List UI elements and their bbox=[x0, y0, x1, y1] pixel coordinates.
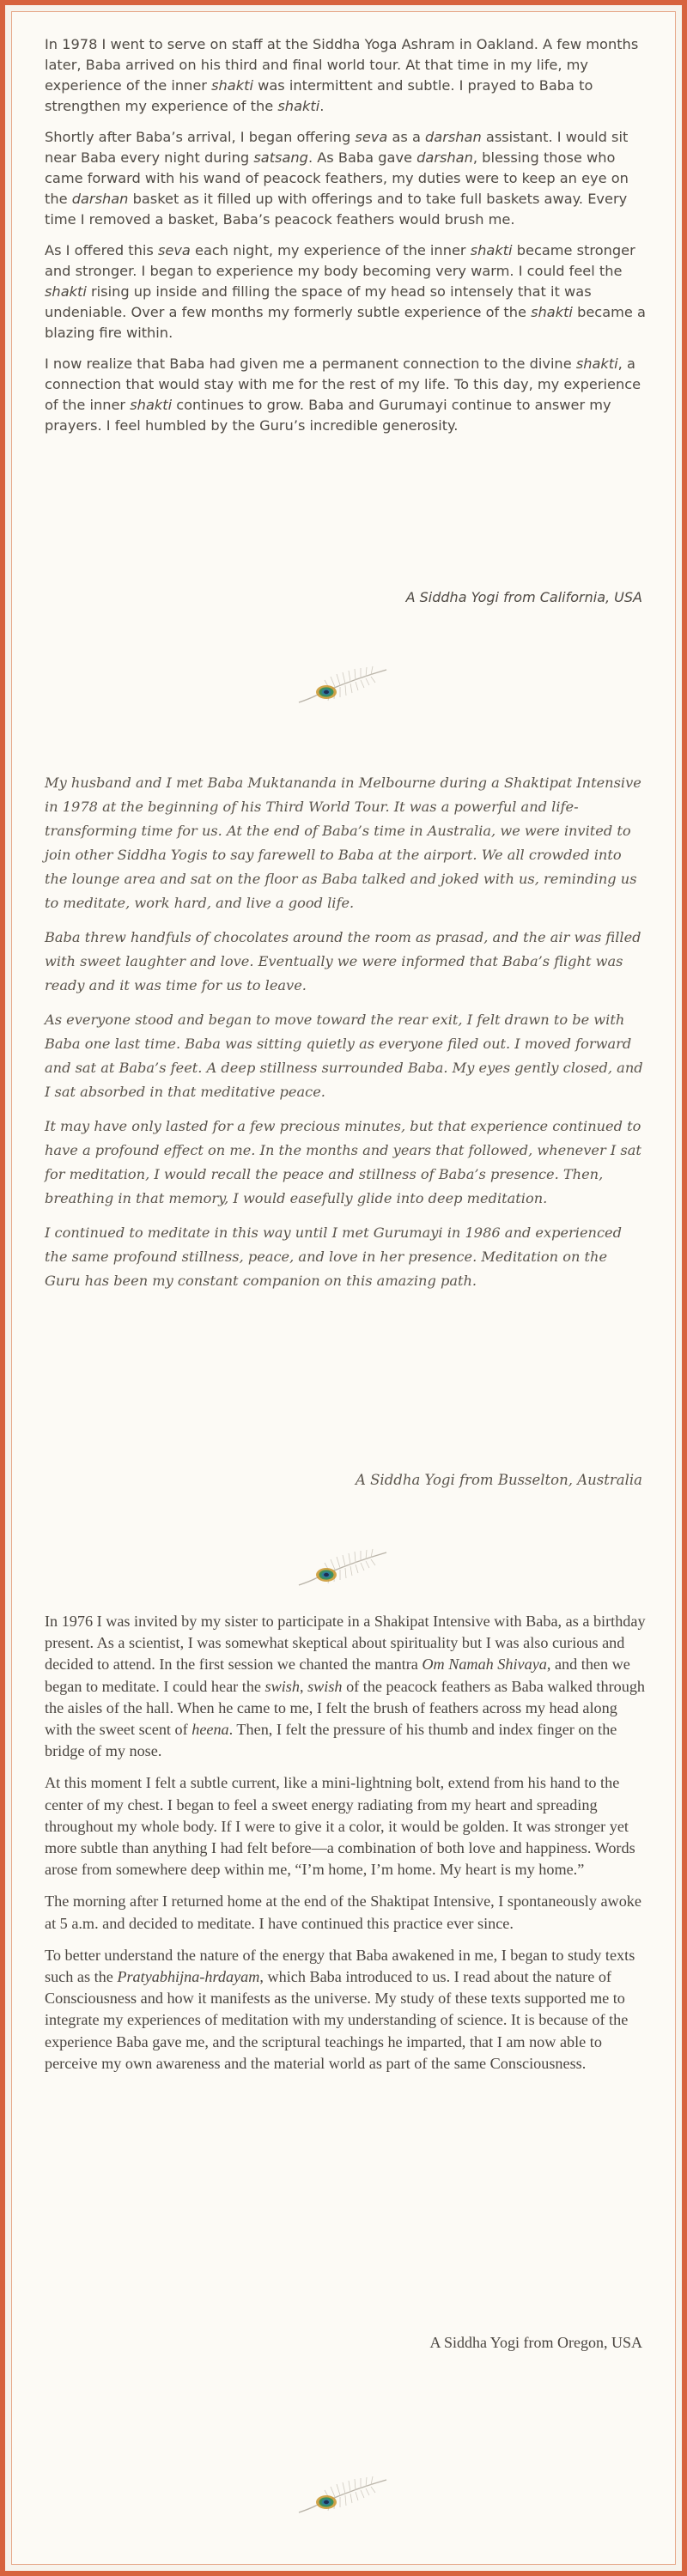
italic-term: darshan bbox=[71, 191, 129, 207]
italic-term: prasad bbox=[435, 929, 484, 945]
story-paragraph: In 1978 I went to serve on staff at the Siddha Yoga Ashram in Oakland. A few months later, Baba arrived on his third and final world tour. At that time in my life, my experience of the inner shakti was intermittent and subtle. I prayed to Baba to strengthen my experience of the shakti. bbox=[45, 36, 639, 114]
italic-term: seva bbox=[157, 242, 191, 258]
story-paragraph: Baba threw handfuls of chocolates around the room as prasad, and the air was filled with sweet laughter and love. Eventually we were informed that Baba’s flight was ready and it was time for us to leave. bbox=[45, 929, 641, 993]
peacock-feather-icon bbox=[290, 1544, 393, 1595]
italic-term: darshan bbox=[416, 149, 473, 166]
italic-term: shakti bbox=[130, 397, 173, 413]
story-paragraph: Shortly after Baba’s arrival, I began offering seva as a darshan assistant. I would sit near Baba every night during satsang. As Baba gave darshan, blessing those who came forward with his wand of peacock feathers, my duties were to keep an eye on the darshan basket as it filled up with offerings and to take full baskets away. Every time I removed a basket, Baba’s peacock feathers would brush me. bbox=[45, 129, 629, 228]
page-sheet bbox=[12, 12, 675, 2564]
testimonial-oregon bbox=[45, 1611, 646, 2085]
story-paragraph: It may have only lasted for a few precious minutes, but that experience continued to have a profound effect on me. In the months and years that followed, whenever I sat for meditation, I would recall the peace and stillness of Baba’s presence. Then, breathing in that memory, I would easefully glide into deep meditation. bbox=[45, 1118, 641, 1206]
italic-term: shakti bbox=[277, 98, 320, 114]
story-paragraph: I now realize that Baba had given me a permanent connection to the divine shakti, a connection that would stay with me for the rest of my life. To this day, my experience of the inner shakti continues to grow. Baba and Gurumayi continue to answer my prayers. I feel humbled by the Guru’s incredible generosity. bbox=[45, 355, 641, 434]
italic-term: swish bbox=[307, 1677, 343, 1695]
italic-term: Om Namah Shivaya bbox=[422, 1656, 547, 1674]
signature-oregon: A Siddha Yogi from Oregon, USA bbox=[429, 2334, 642, 2351]
peacock-feather-icon bbox=[290, 661, 393, 713]
italic-term: darshan bbox=[425, 129, 482, 145]
signature-california: A Siddha Yogi from California, USA bbox=[405, 589, 642, 605]
italic-term: shakti bbox=[575, 355, 618, 372]
story-paragraph: My husband and I met Baba Muktananda in Melbourne during a Shaktipat Intensive in 1978 at the beginning of his Third World Tour. It was a powerful and life-transforming time for us. At the end of Baba’s time in Australia, we were invited to join other Siddha Yogis to say farewell to Baba at the airport. We all crowded into the lounge area and sat on the floor as Baba talked and joked with us, reminding us to meditate, work hard, and live a good life. bbox=[45, 775, 641, 911]
story-paragraph: In 1976 I was invited by my sister to participate in a Shakipat Intensive with Baba, as a birthday present. As a scientist, I was somewhat skeptical about spirituality but I was also curious and decided to attend. In the first session we chanted the mantra Om Namah Shivaya, and then we began to meditate. I could hear the swish, swish of the peacock feathers as Baba walked through the aisles of the hall. When he came to me, I felt the brush of feathers across my head along with the sweet scent of heena. Then, I felt the pressure of his thumb and index finger on the bridge of my nose. bbox=[45, 1613, 646, 1760]
story-paragraph: To better understand the nature of the energy that Baba awakened in me, I began to study texts such as the Pratyabhijna-hrdayam, which Baba introduced to us. I read about the nature of Consciousness and how it manifests as the universe. My study of these texts supported me to integrate my experiences of meditation with my understanding of science. It is because of the experience Baba gave me, and the scriptural teachings he imparted, that I am now able to perceive my own awareness and the material world as part of the same Consciousness. bbox=[45, 1946, 635, 2072]
testimonial-california bbox=[45, 34, 646, 447]
italic-term: shakti bbox=[531, 304, 573, 320]
signature-australia: A Siddha Yogi from Busselton, Australia bbox=[355, 1472, 642, 1488]
italic-term: shakti bbox=[211, 77, 253, 94]
italic-term: shakti bbox=[470, 242, 513, 258]
italic-term: seva bbox=[355, 129, 388, 145]
peacock-feather-icon bbox=[290, 2471, 393, 2523]
story-paragraph: As I offered this seva each night, my experience of the inner shakti became stronger and stronger. I began to experience my body becoming very warm. I could feel the shakti rising up inside and filling the space of my head so intensely that it was undeniable. Over a few months my formerly subtle experience of the shakti became a blazing fire within. bbox=[45, 242, 646, 341]
story-paragraph: As everyone stood and began to move toward the rear exit, I felt drawn to be with Baba one last time. Baba was sitting quietly as everyone filed out. I moved forward and sat at Baba’s feet. A deep stillness surrounded Baba. My eyes gently closed, and I sat absorbed in that meditative peace. bbox=[45, 1012, 643, 1100]
story-paragraph: I continued to meditate in this way until I met Gurumayi in 1986 and experienced the same profound stillness, peace, and love in her presence. Meditation on the Guru has been my constant companion on this amazing path. bbox=[45, 1224, 622, 1289]
story-paragraph: The morning after I returned home at the end of the Shaktipat Intensive, I spontaneously awoke at 5 a.m. and decided to meditate. I have continued this practice ever since. bbox=[45, 1893, 641, 1932]
italic-term: heena bbox=[192, 1721, 229, 1739]
italic-term: satsang bbox=[253, 149, 308, 166]
testimonial-australia bbox=[45, 771, 646, 1303]
story-paragraph: At this moment I felt a subtle current, like a mini-lightning bolt, extend from his hand to the center of my chest. I began to feel a sweet energy radiating from my heart and spreading throughout my whole body. If I were to give it a color, it would be golden. It was stronger yet more subtle than anything I had felt before—a combination of both love and happiness. Words arose from somewhere deep within me, “I’m home, I’m home. My heart is my home.” bbox=[45, 1774, 635, 1879]
italic-term: Pratyabhijna-hrdayam bbox=[117, 1968, 260, 1986]
italic-term: shakti bbox=[45, 283, 87, 300]
italic-term: swish bbox=[264, 1677, 300, 1695]
